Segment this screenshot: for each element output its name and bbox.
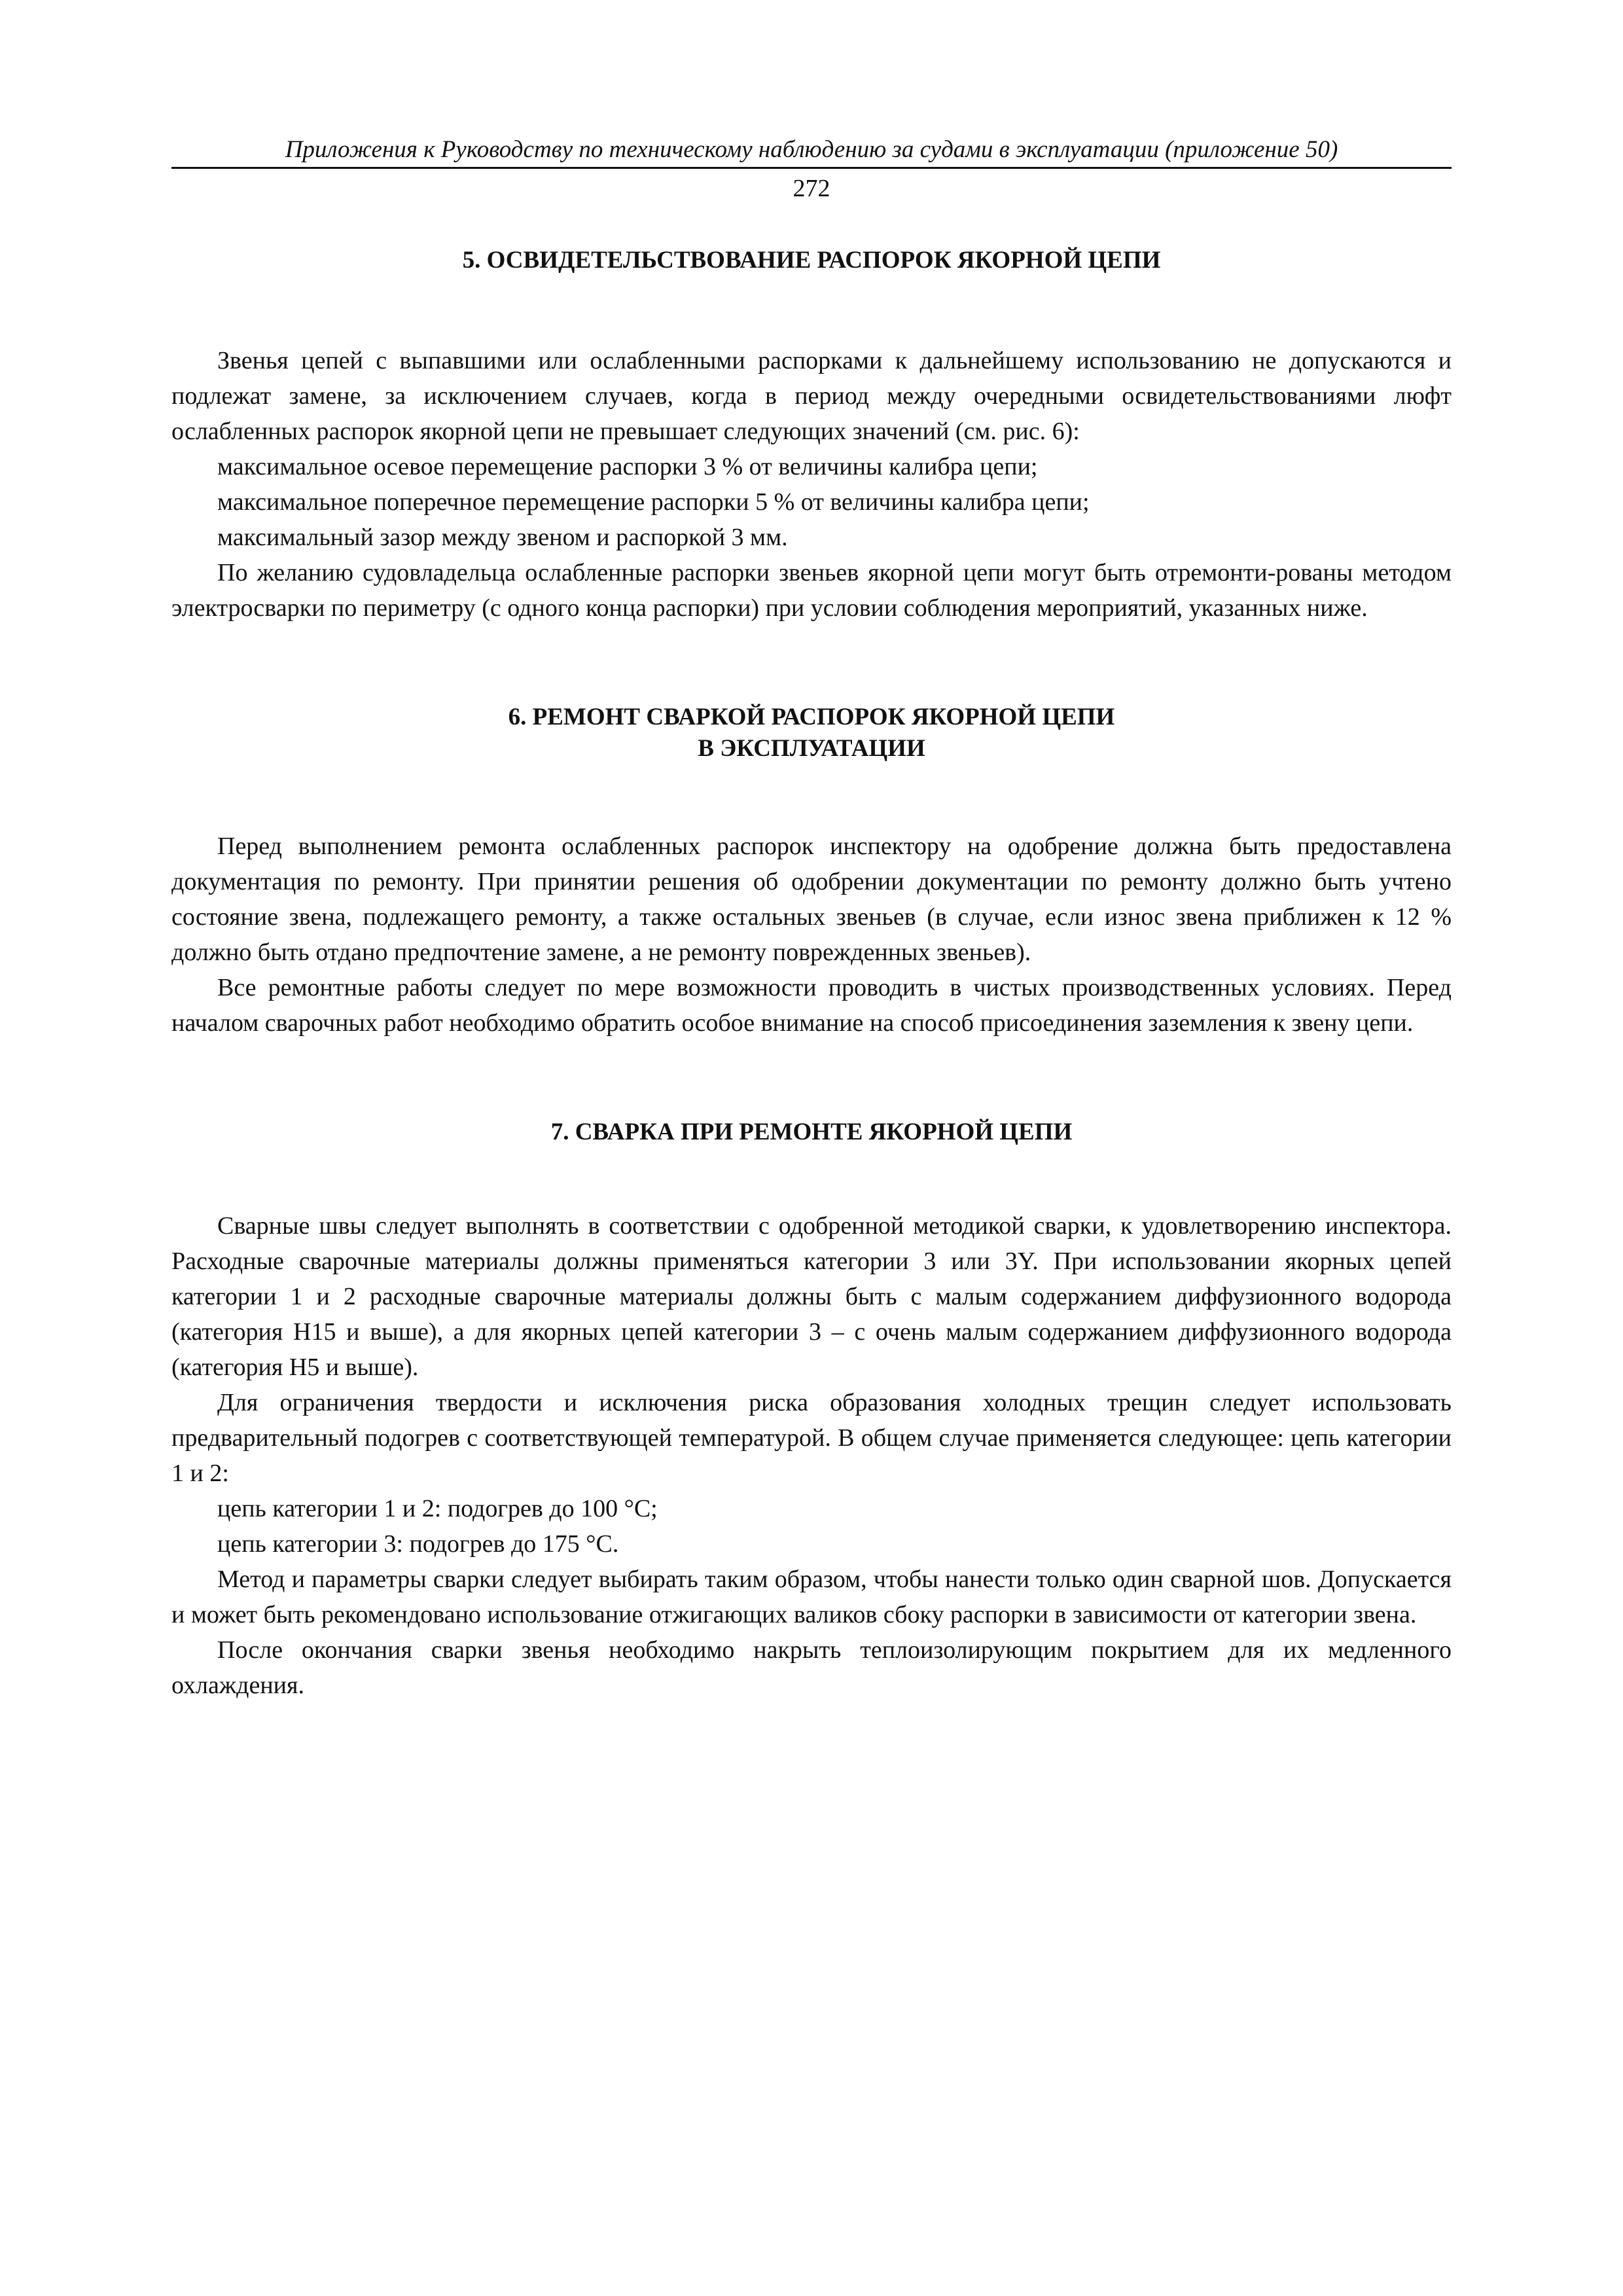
section-7-paragraph-3: Метод и параметры сварки следует выбирать таким образом, чтобы нанести только один сварной шов. Допускается и может быть рекомендовано использование отжигающих валиков сбоку распорки в зависимости от категории звена. — [171, 1566, 1452, 1628]
page-number: 272 — [793, 175, 830, 202]
section-6-paragraph-1: Перед выполнением ремонта ослабленных распорок инспектору на одобрение должна быть предоставлена документация по ремонту. При принятии решения об одобрении документации по ремонту должно быть учтено состояние звена, подлежащего ремонту, а также остальных звеньев (в случае, если износ звена приближен к 12 % должно быть отдано предпочтение замене, а не ремонту поврежденных звеньев). — [171, 833, 1452, 966]
section-5-list-item: максимальный зазор между звеном и распоркой 3 мм. — [217, 524, 788, 551]
section-6-heading — [171, 702, 1452, 764]
section-6-body — [171, 829, 1452, 1041]
section-7-paragraph-4: После окончания сварки звенья необходимо накрыть теплоизолирующим покрытием для их медленного охлаждения. — [171, 1636, 1452, 1699]
document-page — [171, 134, 1452, 1703]
section-5-list-item: максимальное поперечное перемещение распорки 5 % от величины калибра цепи; — [217, 488, 1090, 516]
section-7-heading: 7. СВАРКА ПРИ РЕМОНТЕ ЯКОРНОЙ ЦЕПИ — [550, 1119, 1073, 1145]
section-7-list-item: цепь категории 3: подогрев до 175 °С. — [217, 1530, 619, 1558]
section-6-paragraph-2: Все ремонтные работы следует по мере возможности проводить в чистых производственных условиях. Перед началом сварочных работ необходимо обратить особое внимание на способ присоединения заземления к звену цепи. — [171, 974, 1452, 1037]
section-7-paragraph-2: Для ограничения твердости и исключения риска образования холодных трещин следует использовать предварительный подогрев с соответствующей температурой. В общем случае применяется следующее: цепь категории 1 и 2: — [171, 1389, 1452, 1487]
section-5-list-item: максимальное осевое перемещение распорки 3 % от величины калибра цепи; — [217, 453, 1038, 480]
section-7-list-item: цепь категории 1 и 2: подогрев до 100 °С; — [217, 1495, 658, 1522]
section-7-paragraph-1: Сварные швы следует выполнять в соответствии с одобренной методикой сварки, к удовлетворению инспектора. Расходные сварочные материалы должны применяться категории 3 или 3Y. При использовании якорных цепей категории 1 и 2 расходные сварочные материалы должны быть с малым содержанием диффузионного водорода (категория H15 и выше), а для якорных цепей категории 3 – с очень малым содержанием диффузионного водорода (категория H5 и выше). — [171, 1212, 1452, 1381]
section-6-heading-line-2: В ЭКСПЛУАТАЦИИ — [698, 735, 925, 762]
section-7-body — [171, 1208, 1452, 1703]
section-6-heading-line-1: 6. РЕМОНТ СВАРКОЙ РАСПОРОК ЯКОРНОЙ ЦЕПИ — [508, 704, 1115, 730]
section-5-paragraph-1: Звенья цепей с выпавшими или ослабленными распорками к дальнейшему использованию не допускаются и подлежат замене, за исключением случаев, когда в период между очередными освидетельствованиями люфт ослабленных распорок якорной цепи не превышает следующих значений (см. рис. 6): — [171, 347, 1452, 445]
running-header: Приложения к Руководству по техническому наблюдению за судами в эксплуатации (приложение 50) — [171, 134, 1452, 169]
section-5-body — [171, 343, 1452, 626]
section-5-paragraph-2: По желанию судовладельца ослабленные распорки звеньев якорной цепи могут быть отремонти-рованы методом электросварки по периметру (с одного конца распорки) при условии соблюдения мероприятий, указанных ниже. — [171, 559, 1452, 622]
section-5-heading: 5. ОСВИДЕТЕЛЬСТВОВАНИЕ РАСПОРОК ЯКОРНОЙ ЦЕПИ — [462, 247, 1161, 274]
